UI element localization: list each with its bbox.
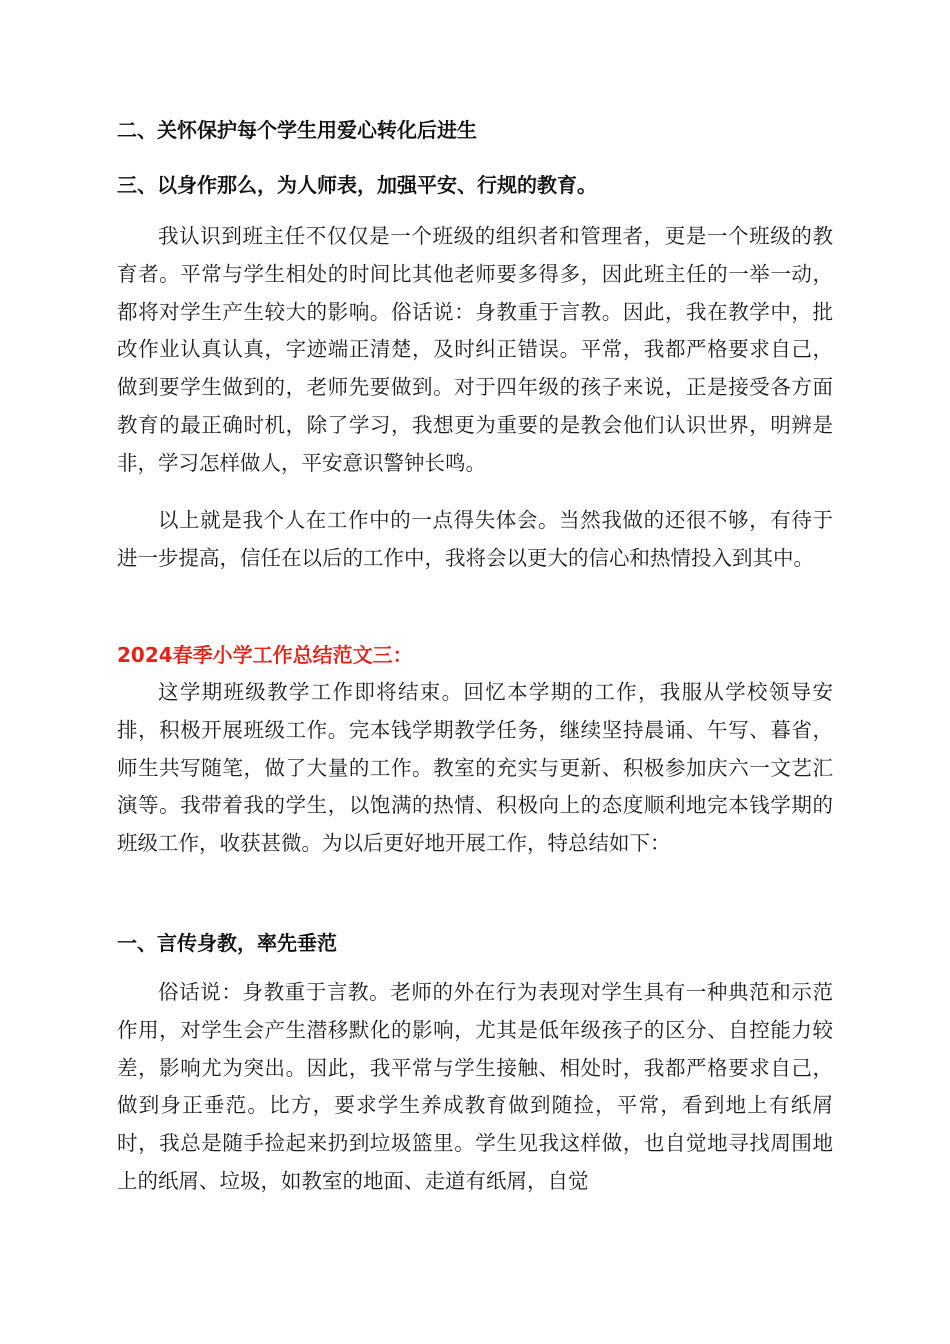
paragraph-semester-intro: 这学期班级教学工作即将结束。回忆本学期的工作，我服从学校领导安排，积极开展班级工作。完本钱学期教学任务，继续坚持晨诵、午写、暮省，师生共写随笔，做了大量的工作。教室的充实与更新、积极参加庆六一文艺汇演等。我带着我的学生，以饱满的热情、积极向上的态度顺利地完本钱学期的班级工作，收获甚微。为以后更好地开展工作，特总结如下： <box>117 680 833 856</box>
heading-section-three: 三、以身作那么，为人师表，加强平安、行规的教育。 <box>117 173 597 197</box>
paragraph-conclusion: 以上就是我个人在工作中的一点得失体会。当然我做的还很不够，有待于进一步提高，信任在以后的工作中，我将会以更大的信心和热情投入到其中。 <box>117 508 833 570</box>
heading-lead-by-example: 一、言传身教，率先垂范 <box>117 931 337 955</box>
heading-section-two: 二、关怀保护每个学生用爱心转化后进生 <box>117 118 477 142</box>
paragraph-class-teacher-role: 我认识到班主任不仅仅是一个班级的组织者和管理者，更是一个班级的教育者。平常与学生相处的时间比其他老师要多得多，因此班主任的一举一动，都将对学生产生较大的影响。俗话说：身教重于言教。因此，我在教学中，批改作业认真认真，字迹端正清楚，及时纠正错误。平常，我都严格要求自己，做到要学生做到的，老师先要做到。对于四年级的孩子来说，正是接受各方面教育的最正确时机，除了学习，我想更为重要的是教会他们认识世界，明辨是非，学习怎样做人，平安意识警钟长鸣。 <box>117 224 833 475</box>
paragraph-teaching-by-example: 俗话说：身教重于言教。老师的外在行为表现对学生具有一种典范和示范作用，对学生会产生潜移默化的影响，尤其是低年级孩子的区分、自控能力较差，影响尤为突出。因此，我平常与学生接触、相处时，我都严格要求自己，做到身正垂范。比方，要求学生养成教育做到随捡，平常，看到地上有纸屑时，我总是随手捡起来扔到垃圾篮里。学生见我这样做，也自觉地寻找周围地上的纸屑、垃圾，如教室的地面、走道有纸屑，自觉 <box>117 980 833 1193</box>
section-title-red: 2024春季小学工作总结范文三： <box>117 643 413 667</box>
